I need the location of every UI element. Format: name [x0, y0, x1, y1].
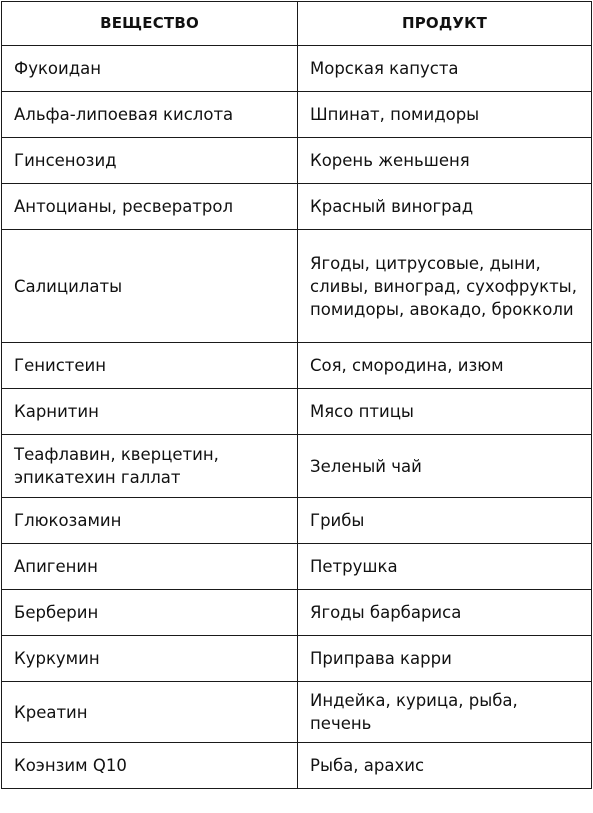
header-product: ПРОДУКТ	[298, 2, 592, 46]
product-cell: Красный виноград	[298, 184, 592, 230]
product-cell: Мясо птицы	[298, 389, 592, 435]
substance-product-table-container	[1, 1, 591, 789]
substance-cell: Коэнзим Q10	[2, 743, 298, 789]
substance-cell: Берберин	[2, 590, 298, 636]
substance-cell: Куркумин	[2, 636, 298, 682]
table-row	[2, 46, 592, 92]
substance-cell: Креатин	[2, 682, 298, 743]
header-row	[2, 2, 592, 46]
substance-cell: Глюкозамин	[2, 498, 298, 544]
table-row	[2, 682, 592, 743]
product-cell: Индейка, курица, рыба, печень	[298, 682, 592, 743]
substance-cell: Теафлавин, кверцетин, эпикатехин галлат	[2, 435, 298, 498]
substance-cell: Карнитин	[2, 389, 298, 435]
substance-cell: Апигенин	[2, 544, 298, 590]
table-body	[2, 46, 592, 789]
table-row	[2, 138, 592, 184]
product-cell: Соя, смородина, изюм	[298, 343, 592, 389]
substance-cell: Салицилаты	[2, 230, 298, 343]
table-row	[2, 92, 592, 138]
table-row	[2, 544, 592, 590]
product-cell: Ягоды, цитрусовые, дыни, сливы, виноград, сухофрукты, помидоры, авокадо, брокколи	[298, 230, 592, 343]
product-cell: Рыба, арахис	[298, 743, 592, 789]
substance-cell: Фукоидан	[2, 46, 298, 92]
substance-cell: Гинсенозид	[2, 138, 298, 184]
table-row	[2, 184, 592, 230]
table-row	[2, 389, 592, 435]
product-cell: Корень женьшеня	[298, 138, 592, 184]
product-cell: Приправа карри	[298, 636, 592, 682]
substance-product-table	[1, 1, 592, 789]
table-row	[2, 498, 592, 544]
table-row	[2, 590, 592, 636]
table-row	[2, 743, 592, 789]
product-cell: Зеленый чай	[298, 435, 592, 498]
substance-cell: Генистеин	[2, 343, 298, 389]
product-cell: Морская капуста	[298, 46, 592, 92]
substance-cell: Антоцианы, ресвератрол	[2, 184, 298, 230]
table-row	[2, 435, 592, 498]
table-header	[2, 2, 592, 46]
substance-cell: Альфа-липоевая кислота	[2, 92, 298, 138]
header-substance: ВЕЩЕСТВО	[2, 2, 298, 46]
table-row	[2, 230, 592, 343]
product-cell: Петрушка	[298, 544, 592, 590]
product-cell: Ягоды барбариса	[298, 590, 592, 636]
product-cell: Шпинат, помидоры	[298, 92, 592, 138]
table-row	[2, 343, 592, 389]
table-row	[2, 636, 592, 682]
product-cell: Грибы	[298, 498, 592, 544]
